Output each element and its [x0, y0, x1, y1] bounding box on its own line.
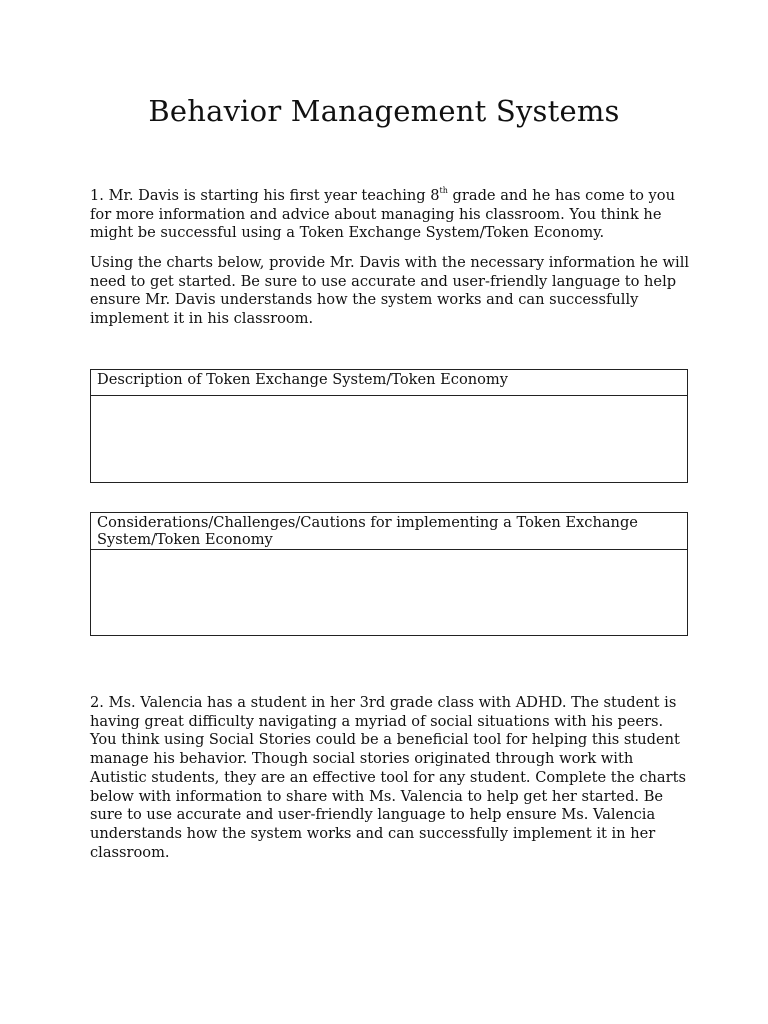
question-2-text: 2. Ms. Valencia has a student in her 3rd grade class with ADHD. The student is having great difficulty navigating a myriad of social situations with his peers. You think using Social Stories could be a beneficial tool for helping this student manage his behavior. Though social stories originated through work with Autistic students, they are an effective tool for any student. Complete the charts below with information to share with Ms. Valencia to help get her started. Be sure to use accurate and user-friendly language to help ensure Ms. Valencia understands how the system works and can successfully implement it in her classroom. — [90, 694, 686, 861]
question-1-intro — [90, 187, 690, 243]
page-title: Behavior Management Systems — [148, 94, 620, 128]
ordinal-superscript: th — [439, 186, 448, 195]
token-considerations-chart — [90, 512, 688, 636]
question-1-instructions: Using the charts below, provide Mr. Davis with the necessary information he will need to get started. Be sure to use accurate and user-friendly language to help ensure Mr. Davis understands how the system works and can successfully implement it in his classroom. — [90, 254, 690, 328]
question-1-intro-end: grade and he has come to you for more information and advice about managing his classroom. You think he might be successful using a Token Exchange System/Token Economy. — [90, 187, 675, 242]
token-description-chart-header: Description of Token Exchange System/Token Economy — [91, 370, 687, 396]
token-description-chart — [90, 369, 688, 483]
token-considerations-chart-header: Considerations/Challenges/Cautions for implementing a Token Exchange System/Token Economy — [91, 513, 687, 550]
question-1-intro-start: 1. Mr. Davis is starting his first year teaching 8 — [90, 187, 440, 204]
